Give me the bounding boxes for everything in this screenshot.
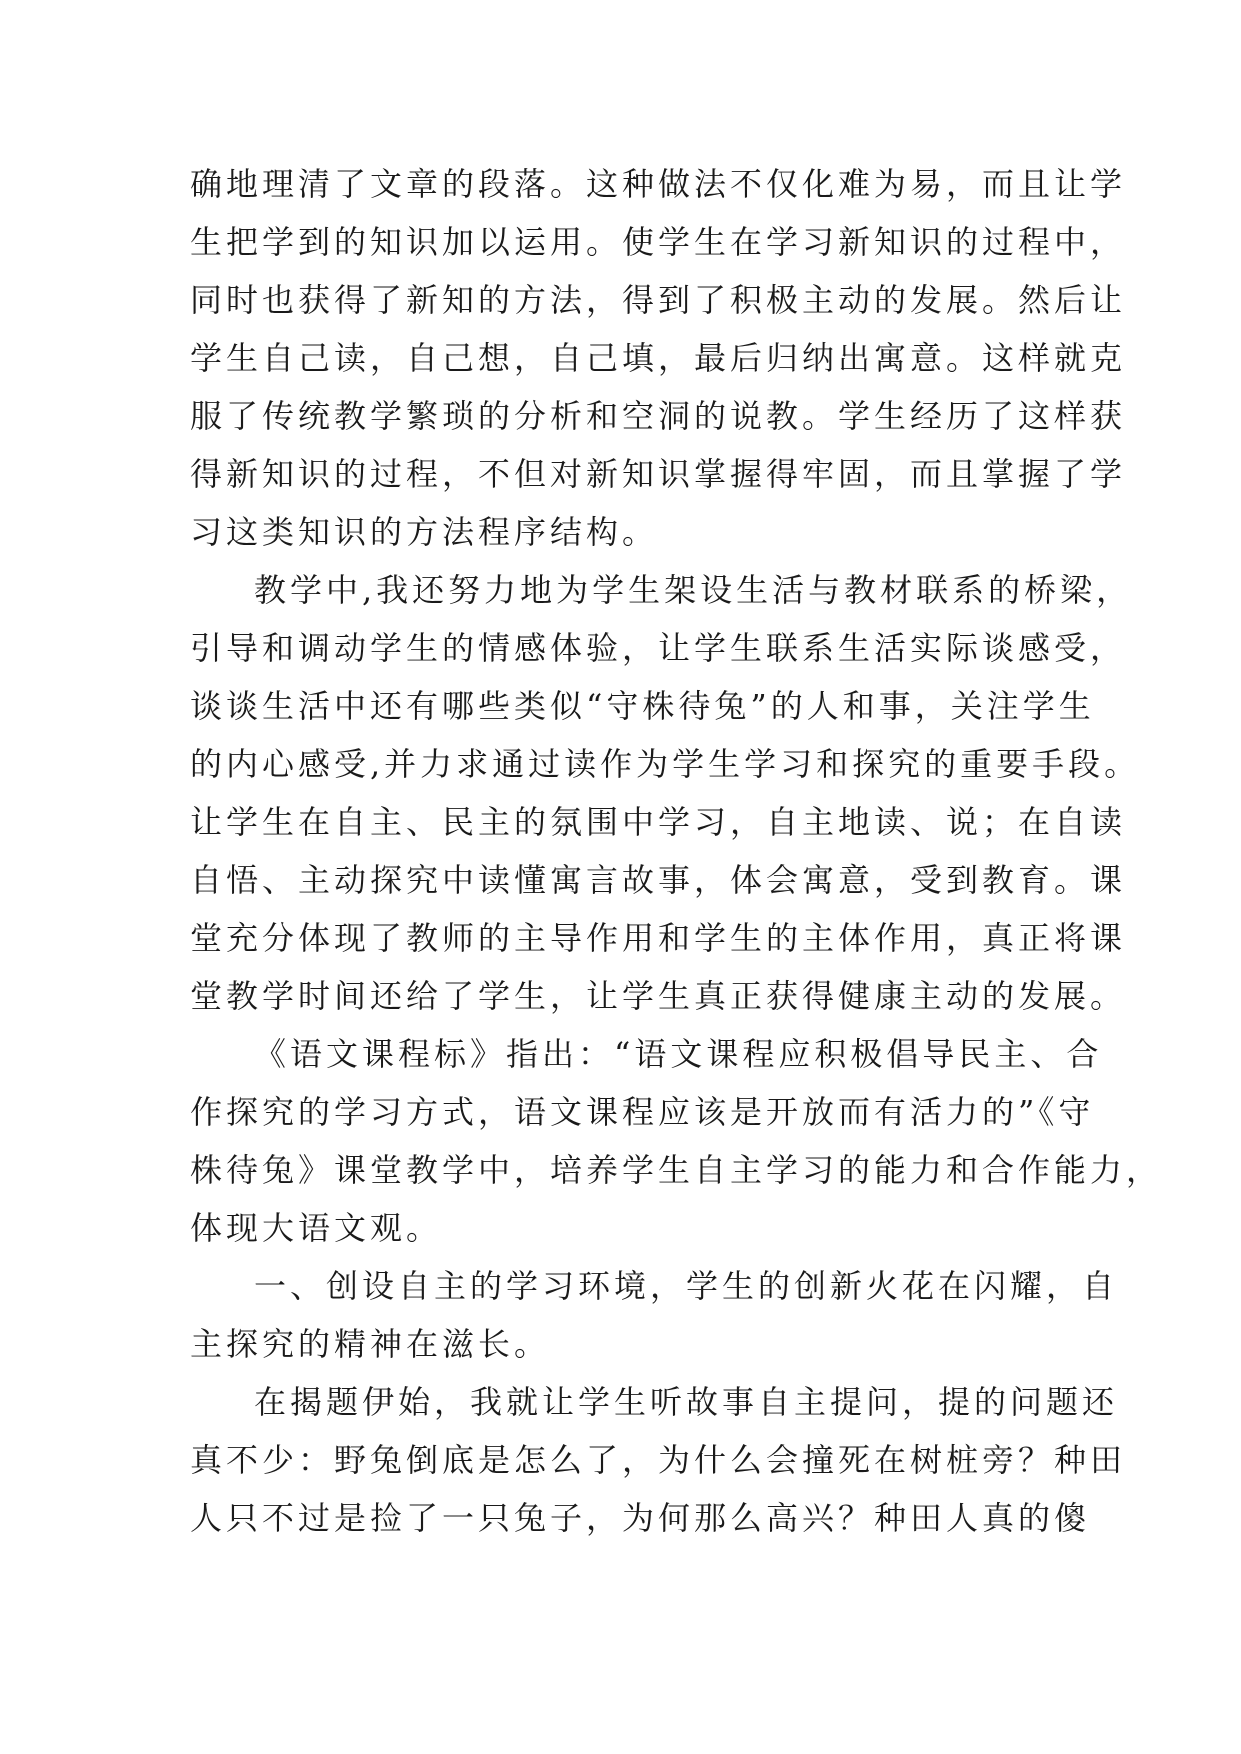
body-text [190,155,1163,1547]
text-line: 自悟、主动探究中读懂寓言故事，体会寓意，受到教育。课 [190,861,1127,899]
text-line: 作探究的学习方式，语文课程应该是开放而有活力的”《守 [190,1093,1095,1131]
text-line: 堂教学时间还给了学生，让学生真正获得健康主动的发展。 [190,977,1127,1015]
text-line: 得新知识的过程，不但对新知识掌握得牢固，而且掌握了学 [190,455,1127,493]
paragraph-first-line: 教学中,我还努力地为学生架设生活与教材联系的桥梁， [254,571,1133,609]
text-line: 谈谈生活中还有哪些类似“守株待兔”的人和事，关注学生 [190,687,1095,725]
text-line: 体现大语文观。 [190,1209,443,1247]
paragraph-first-line: 《语文课程标》指出：“语文课程应积极倡导民主、合 [254,1035,1103,1073]
text-line: 堂充分体现了教师的主导作用和学生的主体作用，真正将课 [190,919,1127,957]
text-line: 株待兔》课堂教学中，培养学生自主学习的能力和合作能力， [190,1151,1163,1189]
text-line: 学生自己读，自己想，自己填，最后归纳出寓意。这样就克 [190,339,1127,377]
text-line: 真不少：野兔倒底是怎么了，为什么会撞死在树桩旁？种田 [190,1441,1127,1479]
text-line: 让学生在自主、民主的氛围中学习，自主地读、说；在自读 [190,803,1127,841]
text-line: 人只不过是捡了一只兔子，为何那么高兴？种田人真的傻 [190,1499,1091,1537]
text-line: 服了传统教学繁琐的分析和空洞的说教。学生经历了这样获 [190,397,1127,435]
text-line: 习这类知识的方法程序结构。 [190,513,659,551]
text-line: 确地理清了文章的段落。这种做法不仅化难为易，而且让学 [190,165,1127,203]
text-line: 生把学到的知识加以运用。使学生在学习新知识的过程中， [190,223,1127,261]
text-line: 引导和调动学生的情感体验，让学生联系生活实际谈感受， [190,629,1127,667]
paragraph-first-line: 一、创设自主的学习环境，学生的创新火花在闪耀，自 [254,1267,1119,1305]
paragraph-first-line: 在揭题伊始，我就让学生听故事自主提问，提的问题还 [254,1383,1119,1421]
text-line: 同时也获得了新知的方法，得到了积极主动的发展。然后让 [190,281,1127,319]
text-line: 的内心感受,并力求通过读作为学生学习和探究的重要手段。 [190,745,1141,783]
text-line: 主探究的精神在滋长。 [190,1325,551,1363]
